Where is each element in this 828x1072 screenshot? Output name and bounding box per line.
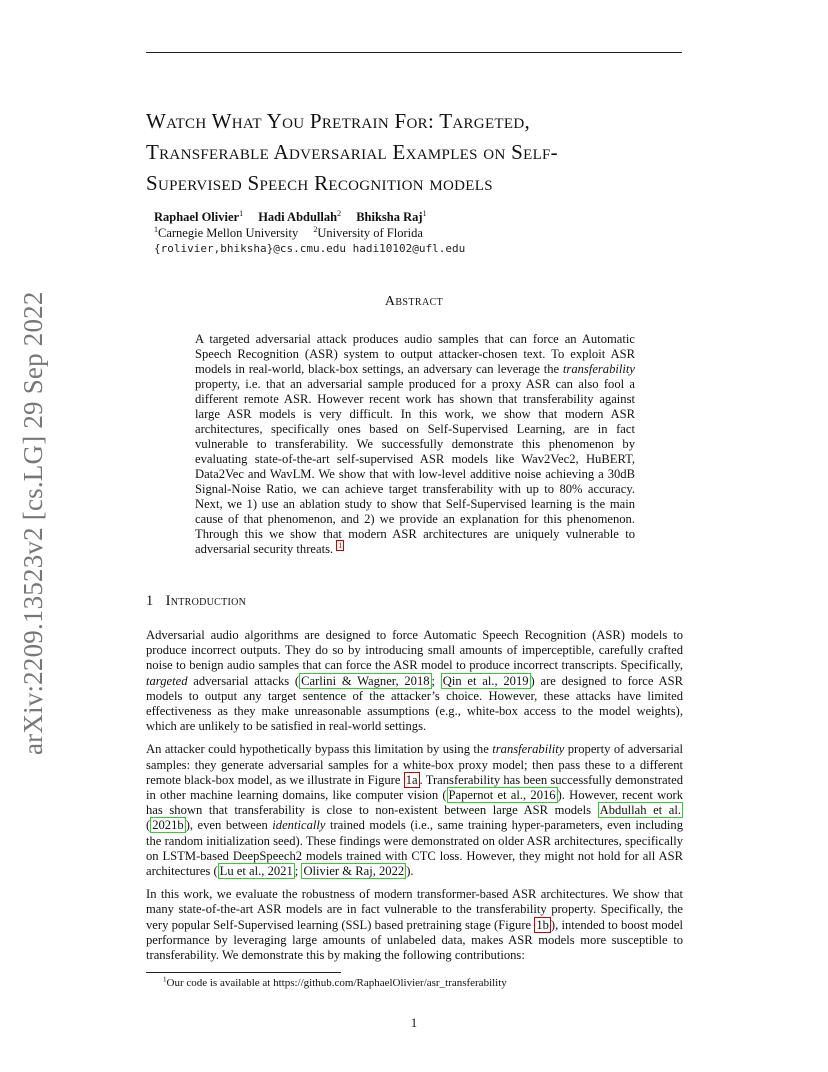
- footnote-reference-link[interactable]: 1: [338, 540, 343, 550]
- author: Bhiksha Raj$^1$: [356, 208, 427, 224]
- section-heading-introduction: 1 Introduction: [146, 593, 247, 609]
- citation-link[interactable]: Olivier & Raj, 2022: [303, 864, 405, 879]
- author-emails[interactable]: {rolivier,bhiksha}@cs.cmu.edu hadi10102@ufl.edu: [154, 242, 466, 255]
- citation-link[interactable]: Abdullah et al.: [599, 803, 681, 818]
- paragraph: An attacker could hypothetically bypass this limitation by using the transferability property of adversarial samples: they generate adversarial samples for a white-box proxy model; then pass these to a different remote black-box model, as we illustrate in Figure 1a . Transferability has been successfully demonstrated in other machine learning domains, like computer vision ( Papernot et al., 2016 ). However, recent work has shown that transferability is close to non-existent between large ASR models Abdullah et al. ( 2021b ), even between identically trained models (i.e., same training hyper-parameters, even including the random initialization seed). These findings were demonstrated on older ASR architectures, specifically on LSTM-based DeepSpeech2 models trained with CTC loss. However, they might not hold for all ASR architectures ( Lu et al., 2021 ; Olivier & Raj, 2022 ).: [146, 742, 684, 879]
- citation-link[interactable]: 2021b: [152, 818, 184, 833]
- affiliation: $^1$Carnegie Mellon University: [154, 224, 299, 240]
- footnote: $^1$Our code is available at https://github.com/RaphaelOlivier/asr_transferability: [163, 975, 507, 989]
- arxiv-identifier-stamp: arXiv:2209.13523v2 [cs.LG] 29 Sep 2022: [18, 291, 48, 755]
- citation-link[interactable]: Carlini & Wagner, 2018: [301, 673, 430, 688]
- author-block: [154, 209, 465, 257]
- affiliation: $^2$University of Florida: [313, 224, 423, 240]
- figure-reference-link[interactable]: 1b: [536, 917, 549, 932]
- abstract-text: A targeted adversarial attack produces audio samples that can force an Automatic Speech Recognition (ASR) system to output attacker-chosen text. To exploit ASR models in real-world, black-box settings, an adversary can leverage the transferability property, i.e. that an adversarial sample produced for a proxy ASR can also fool a different remote ASR. However recent work has shown that transferability against large ASR models is very difficult. In this work, we show that modern ASR architectures, specifically ones based on Self-Supervised Learning, are in fact vulnerable to transferability. We successfully demonstrate this phenomenon by evaluating state-of-the-art self-supervised ASR models like Wav2Vec2, HuBERT, Data2Vec and WavLM. We show that with low-level additive noise achieving a 30dB Signal-Noise Ratio, we can achieve target transferability with up to 80% accuracy. Next, we 1) use an ablation study to show that Self-Supervised learning is the main cause of that phenomenon, and 2) we provide an explanation for this phenomenon. Through this we show that modern ASR architectures are uniquely vulnerable to adversarial security threats. $^1$: [195, 332, 635, 556]
- footnote-rule: [146, 972, 341, 973]
- footnote-text[interactable]: Our code is available at https://github.com/RaphaelOlivier/asr_transferability: [166, 977, 507, 989]
- author: Raphael Olivier$^1$: [154, 208, 244, 224]
- citation-link[interactable]: Lu et al., 2021: [219, 864, 293, 879]
- paper-title: [146, 106, 706, 199]
- page-number: 1: [410, 1016, 418, 1030]
- top-rule: [146, 52, 682, 53]
- title-line: Transferable Adversarial Examples on Self-: [146, 140, 558, 164]
- citation-link[interactable]: Qin et al., 2019: [442, 673, 529, 688]
- paragraph: In this work, we evaluate the robustness of modern transformer-based ASR architectures. We show that many state-of-the-art ASR models are in fact vulnerable to the transferability property. Specifically, the very popular Self-Supervised learning (SSL) based pretraining stage (Figure 1b ), intended to boost model performance by leveraging large amounts of unlabeled data, makes ASR models more susceptible to transferability. We demonstrate this by making the following contributions:: [146, 887, 683, 963]
- title-line: Supervised Speech Recognition models: [146, 171, 493, 195]
- abstract-heading: Abstract: [384, 294, 444, 309]
- figure-reference-link[interactable]: 1a: [405, 772, 418, 787]
- author-names: [154, 209, 465, 225]
- introduction-body: [146, 628, 683, 971]
- author: Hadi Abdullah$^2$: [258, 208, 342, 224]
- affiliations: [154, 225, 465, 241]
- title-line: Watch What You Pretrain For: Targeted,: [146, 109, 531, 133]
- paragraph: Adversarial audio algorithms are designed to force Automatic Speech Recognition (ASR) models to produce incorrect outputs. They do so by introducing small amounts of imperceptible, carefully crafted noise to benign audio samples that can force the ASR model to produce incorrect transcripts. Specifically, targeted adversarial attacks ( Carlini & Wagner, 2018 ; Qin et al., 2019 ) are designed to force ASR models to output any target sentence of the attacker’s choice. However, these attacks have limited effectiveness as they make unreasonable assumptions (e.g., white-box access to the model weights), which are unlikely to be satisfied in real-world settings.: [146, 628, 684, 734]
- citation-link[interactable]: Papernot et al., 2016: [448, 788, 556, 803]
